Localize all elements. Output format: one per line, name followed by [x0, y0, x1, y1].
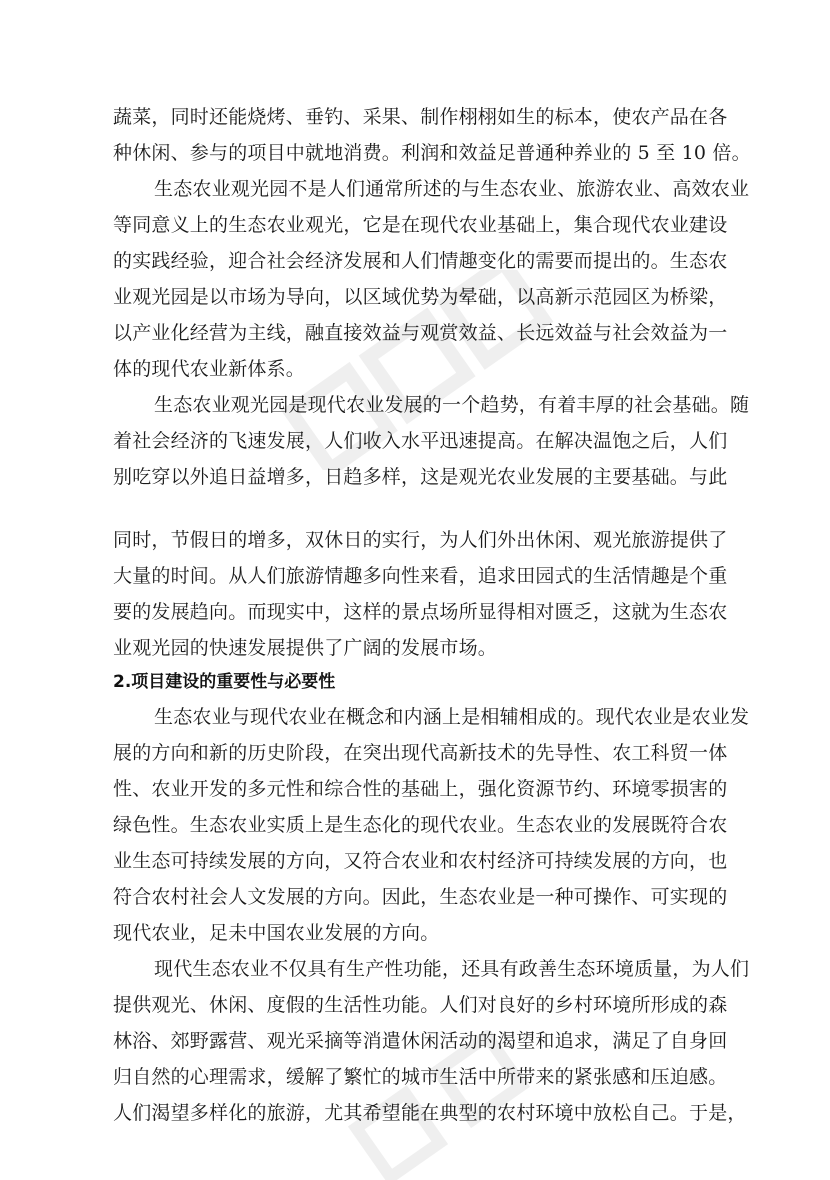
- paragraph-line: 现代生态农业不仅具有生产性功能，还具有政善生态环境质量，为人们: [154, 958, 750, 980]
- paragraph-line: 种休闲、参与的项目中就地消费。利润和效益足普通种养业的 5 至 10 倍。: [113, 142, 751, 164]
- paragraph-line: 着社会经济的飞速发展，人们收入水平迅速提高。在解决温饱之后，人们: [113, 430, 728, 452]
- paragraph-line: 性、农业开发的多元性和综合性的基础上，强化资源节约、环境零损害的: [113, 778, 728, 800]
- paragraph-line: 符合农村社会人文发展的方向。因此，生态农业是一种可操作、可实现的: [113, 886, 728, 908]
- paragraph-line: 大量的时间。从人们旅游情趣多向性来看，追求田园式的生活情趣是个重: [113, 565, 728, 587]
- paragraph-line: 林浴、郊野露营、观光采摘等消遣休闲活动的渴望和追求，满足了自身回: [113, 1030, 728, 1052]
- paragraph-line: 蔬菜，同时还能烧烤、垂钓、采果、制作栩栩如生的标本，使农产品在各: [113, 106, 728, 128]
- paragraph-line: 要的发展趋向。而现实中，这样的景点场所显得相对匮乏，这就为生态农: [113, 601, 728, 623]
- paragraph-line: 同时，节假日的增多，双休日的实行，为人们外出休闲、观光旅游提供了: [113, 529, 728, 551]
- paragraph-line: 生态农业与现代农业在概念和内涵上是相辅相成的。现代农业是农业发: [154, 706, 750, 728]
- paragraph-line: 展的方向和新的历史阶段，在突出现代高新技术的先导性、农工科贸一体: [113, 742, 728, 764]
- paragraph-line: 归自然的心理需求，缓解了繁忙的城市生活中所带来的紧张感和压迫感。: [113, 1066, 728, 1088]
- paragraph-line: 提供观光、休闲、度假的生活性功能。人们对良好的乡村环境所形成的森: [113, 994, 728, 1016]
- paragraph-line: 绿色性。生态农业实质上是生态化的现代农业。生态农业的发展既符合农: [113, 814, 728, 836]
- paragraph-line: 别吃穿以外追日益增多，日趋多样，这是观光农业发展的主要基础。与此: [113, 466, 728, 488]
- paragraph-line: 人们渴望多样化的旅游，尤其希望能在典型的农村环境中放松自己。于是，: [113, 1102, 747, 1124]
- paragraph-line: 业生态可持续发展的方向，又符合农业和农村经济可持续发展的方向，也: [113, 850, 728, 872]
- paragraph-line: 现代农业，足未中国农业发展的方向。: [113, 922, 440, 944]
- paragraph-line: 生态农业观光园是现代农业发展的一个趋势，有着丰厚的社会基础。随: [154, 394, 750, 416]
- paragraph-line: 业观光园是以市场为导向，以区域优势为晕础，以高新示范园区为桥梁，: [113, 286, 728, 308]
- paragraph-line: 的实践经验，迎合社会经济发展和人们情趣变化的需要而提出的。生态农: [113, 250, 728, 272]
- paragraph-line: 生态农业观光园不是人们通常所述的与生态农业、旅游农业、高效农业: [154, 178, 750, 200]
- paragraph-line: 等同意义上的生态农业观光，它是在现代农业基础上，集合现代农业建设: [113, 214, 728, 236]
- paragraph-line: 体的现代农业新体系。: [113, 358, 306, 380]
- paragraph-line: 业观光园的快速发展提供了广阔的发展市场。: [113, 637, 498, 659]
- section-heading: 2.项目建设的重要性与必要性: [113, 672, 336, 692]
- paragraph-line: 以产业化经营为主线，融直接效益与观赏效益、长远效益与社会效益为一: [113, 322, 728, 344]
